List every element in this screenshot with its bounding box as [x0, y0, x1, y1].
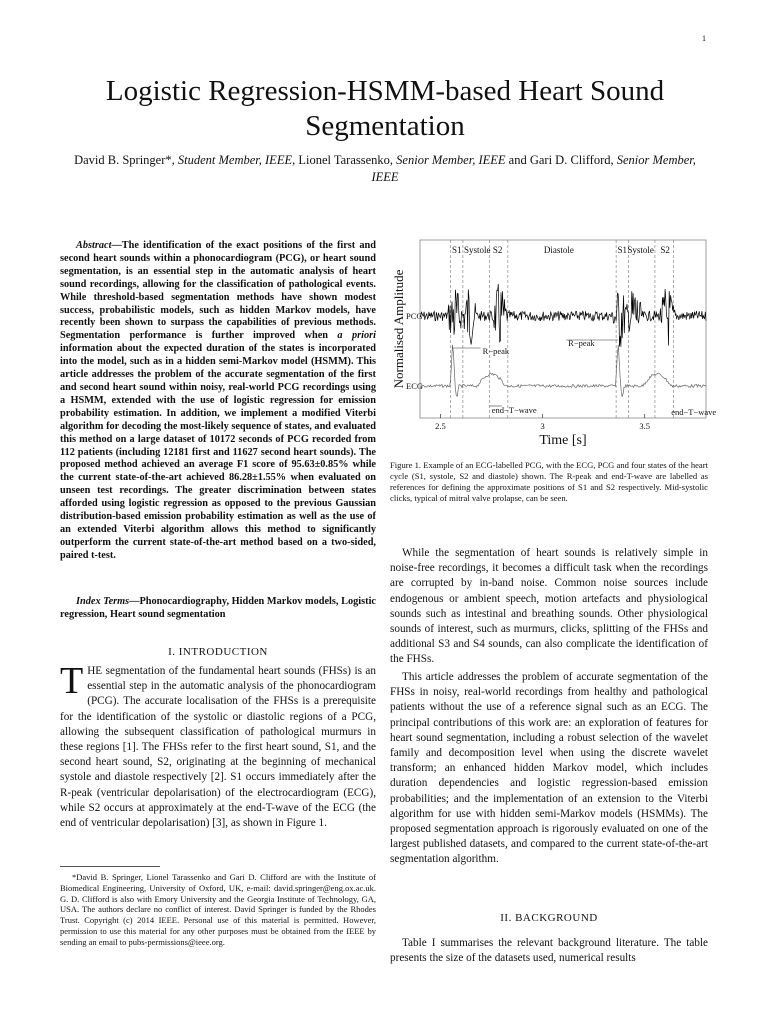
abstract-label: Abstract	[76, 240, 112, 251]
introduction-text: HE segmentation of the fundamental heart sounds (FHSs) is an essential step in the automatic analysis of the phonocardiogram (PCG). The accurate localisation of the FHSs is a prerequisite for the identification of the systolic or diastolic regions of a PCG, allowing the subsequent classification of pathological murmurs in these regions [1]. The FHSs refer to the first heart sound, S1, and the second heart sound, S2, originating at the beginning of mechanical systole and diastole respectively [2]. S1 occurs immediately after the R-peak (ventricular depolarisation) of the electrocardiogram (ECG), while S2 occurs at approximately at the end-T-wave of the ECG (the end of ventricular depolarisation) [3], as shown in Figure 1.	[60, 665, 376, 830]
state-label: S2	[660, 245, 670, 255]
state-label: Systole	[627, 245, 654, 255]
y-axis-label: Normalised Amplitude	[391, 269, 406, 389]
state-label: S2	[492, 245, 503, 255]
footnote-divider	[60, 866, 160, 867]
series-label-ecg: ECG	[406, 381, 423, 391]
annotation-label: end−T−wave	[671, 407, 717, 417]
series-label-pcg: PCG	[406, 311, 423, 321]
author-list	[70, 152, 700, 186]
index-terms	[60, 596, 376, 622]
abstract-emphasis: a priori	[337, 330, 376, 342]
author-role: Senior Member, IEEE	[396, 153, 506, 167]
x-tick-label: 3.5	[639, 421, 651, 431]
state-label: Systole	[463, 245, 491, 255]
author-name: and Gari D. Clifford,	[508, 153, 614, 167]
figure-1	[390, 236, 717, 448]
drop-cap: T	[60, 660, 84, 702]
ecg-pcg-chart	[390, 236, 717, 448]
index-terms-dash: —	[129, 596, 140, 607]
footnote: *David B. Springer, Lionel Tarassenko and Gari D. Clifford are with the Institute of Biomedical Engineering, University of Oxford, UK, e-mail: david.springer@eng.ox.ac.uk. G. D. Clifford is also with Emory University and the Georgia Institute of Technology, GA, USA. The authors declare no conflict of interest. David Springer is funded by the Rhodes Trust. Copyright (c) 2014 IEEE. Personal use of this material is permitted. However, permission to use this material for any other purposes must be obtained from the IEEE by sending an email to pubs-permissions@ieee.org.	[60, 872, 376, 947]
body-paragraph: Table I summarises the relevant background literature. The table presents the size of the datasets used, numerical results	[390, 937, 708, 965]
x-tick-label: 2.5	[435, 421, 446, 431]
index-terms-text: Phonocardiography, Hidden Markov models, Logistic regression, Heart sound segmentation	[60, 596, 376, 620]
abstract-dash: —	[111, 240, 122, 251]
annotation-label: end−T−wave	[491, 405, 537, 415]
paper-title: Logistic Regression-HSMM-based Heart Sound Segmentation	[105, 75, 665, 142]
figure-caption: Figure 1. Example of an ECG-labelled PCG, with the ECG, PCG and four states of the heart cycle (S1, systole, S2 and diastole) shown. The R-peak and end-T-wave are labelled as references for defining the approximate positions of S1 and S2 respectively. Mid-systolic clicks, typical of mitral valve prolapse, can be seen.	[390, 460, 708, 503]
abstract-text-1: The identification of the exact positions of the first and second heart sounds within a phonocardiogram (PCG), or heart sound segmentation, is an essential step in the automatic analysis of heart sound recordings, allowing for the classification of pathological events. While threshold-based segmentation methods have shown modest success, probabilistic models, such as hidden Markov models, have recently been shown to surpass the capabilities of previous methods. Segmentation performance is further improved when	[60, 240, 376, 342]
page-number: 1	[702, 34, 706, 43]
body-paragraph: While the segmentation of heart sounds is relatively simple in noise-free recordings, it becomes a difficult task when the recordings are corrupted by in-band noise. Common noise sources include endogenous or ambient speech, motion artefacts and physiological sounds such as intestinal and breathing sounds. Other physiological sounds of interest, such as murmurs, clicks, splitting of the FHSs and additional S3 and S4 sounds, can also complicate the identification of the FHSs.	[390, 547, 708, 666]
author-role: Student Member, IEEE,	[177, 153, 296, 167]
index-terms-label: Index Terms	[76, 596, 130, 607]
annotation-label: R−peak	[568, 338, 595, 348]
state-label: S1	[452, 245, 462, 255]
author-name: David B. Springer*,	[74, 153, 175, 167]
abstract-text-2: information about the expected duration of the states is incorporated into the model, such as in a hidden semi-Markov model (HSMM). This article addresses the problem of the accurate segmentation of the first and second heart sound within noisy, real-world PCG recordings using a HSMM, extended with the use of logistic regression for emission probability estimation. In addition, we implement a modified Viterbi algorithm for decoding the most-likely sequence of states, and evaluated this method on a large dataset of 10172 seconds of PCG recorded from 112 patients (including 12181 first and 11627 second heart sounds). The proposed method achieved an average F1 score of 95.63±0.85% while the current state-of-the-art achieved 86.28±1.55% when evaluated on unseen test recordings. The greater discrimination between states afforded using logistic regression as opposed to the previous Gaussian distribution-based emission probability estimation as well as the use of an extended Viterbi algorithm allows this method to significantly outperform the current state-of-the-art method based on a two-sided, paired t-test.	[60, 343, 376, 561]
x-axis-label: Time [s]	[539, 433, 587, 448]
state-label: S1	[617, 245, 628, 255]
annotation-label: R−peak	[482, 346, 510, 356]
author-name: Lionel Tarassenko,	[298, 153, 394, 167]
state-label: Diastole	[543, 245, 574, 255]
section-heading-introduction: I. INTRODUCTION	[168, 646, 268, 658]
author-role: Senior Member, IEEE	[371, 153, 696, 184]
body-paragraph: This article addresses the problem of accurate segmentation of the FHSs in noisy, real-world recordings from healthy and pathological patients without the use of a reference signal such as an ECG. The principal contributions of this work are: an exploration of features for heart sound segmentation, including a robust selection of the wavelet family and decomposition level when using the discrete wavelet transform; an enhanced hidden Markov model, which includes duration dependencies and logistic regression-based emission probabilities; and the implementation of an extension to the Viterbi algorithm for use with hidden semi-Markov models (HSMMs). The proposed segmentation approach is rigorously evaluated on one of the largest published datasets, and compared to the current state-of-the-art segmentation algorithm.	[390, 671, 708, 866]
abstract	[60, 240, 376, 563]
x-tick-label: 3	[540, 421, 545, 431]
introduction-paragraph	[60, 660, 376, 831]
section-heading-background: II. BACKGROUND	[500, 912, 598, 924]
